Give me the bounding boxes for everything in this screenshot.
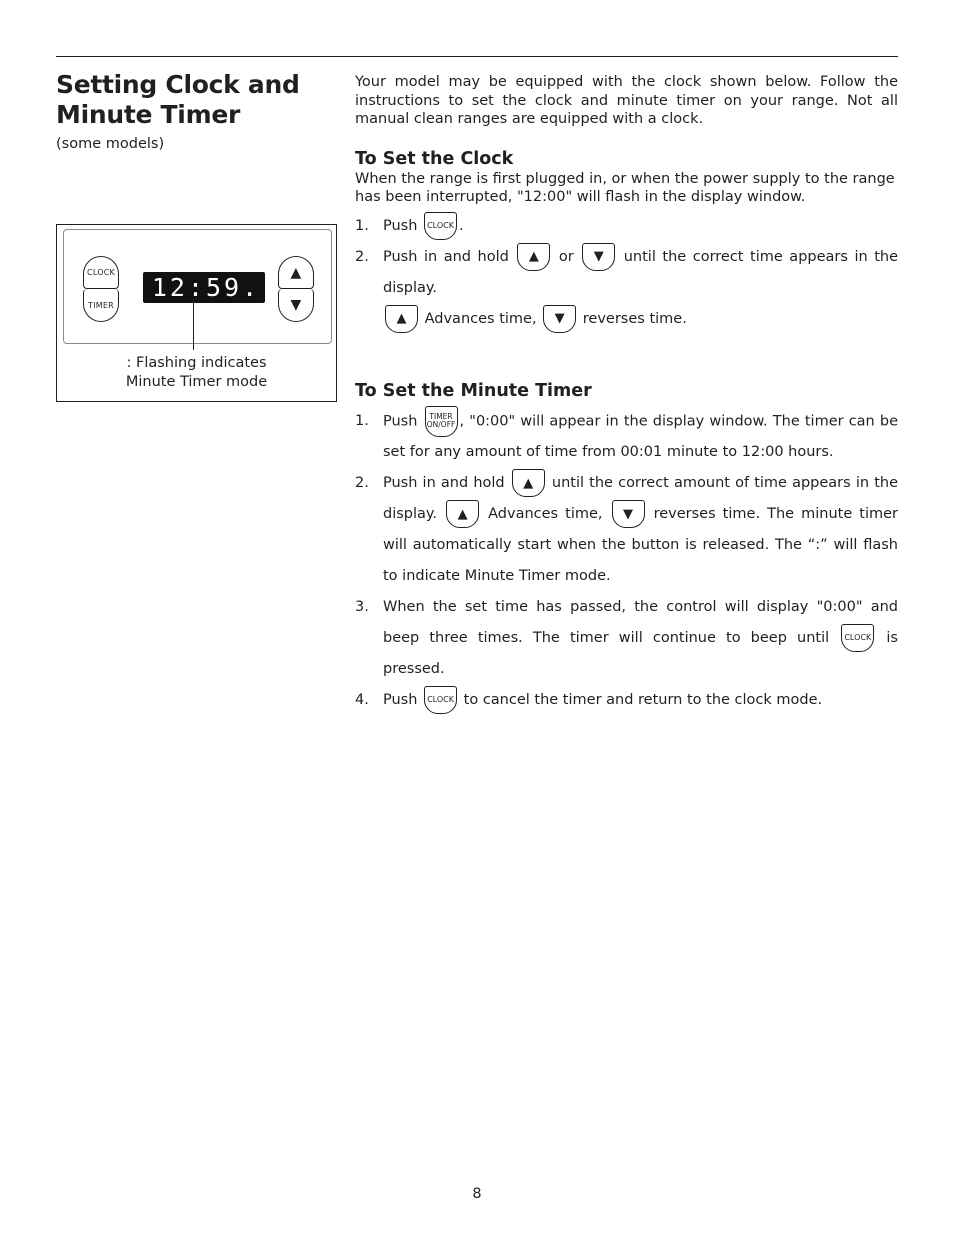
step-number: 3. <box>355 599 369 615</box>
timer-steps <box>355 406 898 717</box>
timer-key-line1: TIMER <box>429 412 453 421</box>
control-panel <box>63 229 332 344</box>
top-rule <box>56 56 898 57</box>
clock-step-2 <box>355 242 898 335</box>
down-arrow-icon: ▼ <box>554 311 565 326</box>
step-text: or <box>552 248 581 265</box>
timer-section-heading: To Set the Minute Timer <box>355 380 592 401</box>
figure-clock-button: CLOCK <box>83 256 119 289</box>
callout-leader-line <box>193 298 194 350</box>
up-arrow-key-icon <box>517 243 550 271</box>
up-arrow-key-icon <box>512 469 545 497</box>
step-number: 1. <box>355 412 369 429</box>
step-text: When the set time has passed, the control will display "0:00" and beep three times. The timer will continue to beep until <box>383 599 898 646</box>
timer-step-2 <box>355 468 898 592</box>
step-text: Push <box>383 217 423 234</box>
step-number: 2. <box>355 475 369 491</box>
step-text: is pressed. <box>383 630 898 677</box>
up-arrow-icon: ▲ <box>528 249 539 264</box>
step-text: , "0:00" will appear in the display window. The timer can be set for any amount of time from 00:01 minute to 12:00 hours. <box>383 413 898 460</box>
down-arrow-key-icon <box>582 243 615 271</box>
figure-display-window: 12:59. <box>143 272 265 303</box>
figure-down-arrow-button <box>278 289 314 322</box>
page-number: 8 <box>472 1186 482 1202</box>
step-text: Push in and hold <box>383 475 510 491</box>
clock-key-icon: CLOCK <box>424 212 457 240</box>
step-text: Push in and hold <box>383 248 516 265</box>
clock-section-body: When the range is first plugged in, or when the power supply to the range has been interrupted, "12:00" will flash in the display window. <box>355 170 895 205</box>
page-subtitle: (some models) <box>56 136 165 152</box>
down-arrow-key-icon <box>543 305 576 333</box>
intro-paragraph: Your model may be equipped with the clock shown below. Follow the instructions to set the clock and minute timer on your range. Not all manual clean ranges are equipped with a clock. <box>355 74 898 127</box>
callout-line1: : Flashing indicates <box>126 355 267 371</box>
up-arrow-icon: ▲ <box>457 506 468 522</box>
step-text: to cancel the timer and return to the clock mode. <box>459 692 823 708</box>
step-text: Advances time, <box>481 506 610 522</box>
down-arrow-icon: ▼ <box>290 297 302 313</box>
down-arrow-icon: ▼ <box>593 249 604 264</box>
title-block <box>56 70 338 153</box>
timer-step-3 <box>355 592 898 685</box>
step-text: Push <box>383 413 423 429</box>
step-text: until the correct time appears in the display. <box>383 248 898 296</box>
clock-section-heading: To Set the Clock <box>355 148 514 169</box>
timer-on-off-key-icon <box>425 406 458 437</box>
step-text: until the correct amount of time appears in the display. <box>383 475 898 522</box>
step-number: 1. <box>355 217 369 234</box>
step-text: Advances time, <box>420 310 542 327</box>
arrow-button-pair <box>278 256 314 322</box>
clock-step-1 <box>355 211 898 242</box>
step-number: 2. <box>355 248 369 265</box>
figure-up-arrow-button <box>278 256 314 289</box>
up-arrow-icon: ▲ <box>396 311 407 326</box>
figure-callout <box>57 354 336 392</box>
up-arrow-icon: ▲ <box>523 475 534 491</box>
clock-control-figure <box>56 224 337 402</box>
up-arrow-key-icon <box>385 305 418 333</box>
step-text: reverses time. <box>578 310 687 327</box>
page-title-line2: Minute Timer <box>56 100 241 129</box>
step-text: Push <box>383 692 423 708</box>
step-number: 4. <box>355 692 369 708</box>
instructions-column <box>355 73 898 716</box>
timer-step-1 <box>355 406 898 469</box>
step-text: reverses time. The minute timer will automatically start when the button is released. The “:” will flash to indicate Minute Timer mode. <box>383 506 898 584</box>
down-arrow-key-icon <box>612 500 645 528</box>
down-arrow-icon: ▼ <box>623 506 634 522</box>
clock-key-icon: CLOCK <box>841 624 874 652</box>
up-arrow-key-icon <box>446 500 479 528</box>
up-arrow-icon: ▲ <box>290 264 302 281</box>
page-title-line1: Setting Clock and <box>56 70 300 99</box>
page-title <box>56 70 338 130</box>
clock-steps <box>355 211 898 335</box>
clock-timer-button-pair <box>83 256 119 322</box>
figure-timer-button: TIMER <box>83 289 119 322</box>
callout-line2: Minute Timer mode <box>125 374 268 390</box>
timer-step-4 <box>355 685 898 716</box>
timer-key-line2: ON/OFF <box>426 420 456 429</box>
step-text: . <box>459 217 464 234</box>
clock-key-icon: CLOCK <box>424 686 457 714</box>
